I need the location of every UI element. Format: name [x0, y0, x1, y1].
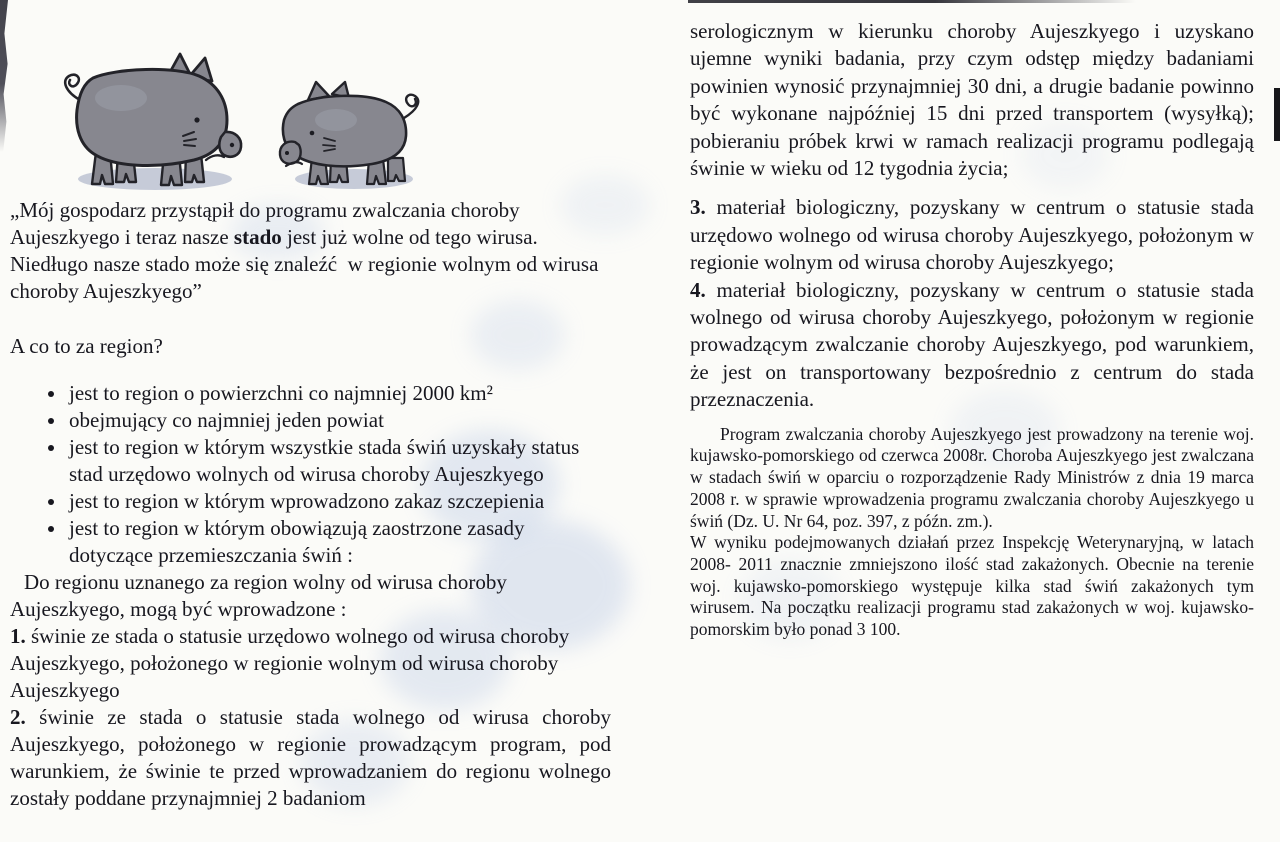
numbered-item-3: [690, 194, 1254, 276]
list-item: • jest to region o powierzchni co najmniej 2000 km²: [67, 380, 611, 407]
pig-mouth: [206, 155, 224, 160]
pig-tail: [65, 75, 80, 100]
list-item: • jest to region w którym obowiązują zaostrzone zasady dotyczące przemieszczania świń :: [67, 515, 611, 569]
scan-line-artifact: [688, 0, 1136, 3]
item-text: świnie ze stada o statusie stada wolnego od wirusa choroby Aujeszkyego, położonego w regionie prowadzącym program, pod warunkiem, że świnie te przed wprowadzaniem do regionu wolnego zostały poddane przynajmniej 2 badaniom: [10, 705, 611, 810]
pig-small: [280, 82, 418, 184]
right-column: [690, 18, 1254, 641]
item-number: 4.: [690, 277, 706, 302]
pig-tail: [404, 95, 418, 118]
quote-text: jest już wolne od tego wirusa. Niedługo nasze stado może się znaleźć w regionie wolnym od wirusa choroby Aujeszkyego”: [10, 225, 604, 303]
item-number: 1.: [10, 624, 26, 648]
list-item: • obejmujący co najmniej jeden powiat: [67, 407, 611, 434]
list-item: • jest to region w którym wprowadzono zakaz szczepienia: [67, 488, 611, 515]
list-item: • jest to region w którym wszystkie stada świń uzyskały status stad urzędowo wolnych od wirusa choroby Aujeszkyego: [67, 434, 611, 488]
region-criteria-list: [10, 380, 611, 569]
scan-bar-artifact: [1274, 88, 1280, 141]
quote-bold-word: stado: [233, 225, 282, 249]
pig-nostril: [285, 151, 289, 155]
program-footnote: [690, 424, 1254, 641]
item-text: świnie ze stada o statusie urzędowo wolnego od wirusa choroby Aujeszkyego, położonego w regionie wolnym od wirusa choroby Aujeszkyego: [10, 624, 570, 702]
intro-paragraph: Do regionu uznanego za region wolny od wirusa choroby Aujeszkyego, mogą być wprowadzone :: [10, 570, 507, 621]
pig-body: [77, 69, 227, 165]
item-number: 2.: [10, 705, 26, 729]
numbered-item-4: [690, 277, 1254, 414]
pig-eye: [310, 131, 315, 136]
quote-paragraph: [10, 197, 611, 305]
pig-large: [65, 54, 241, 185]
scan-streak-artifact: [0, 0, 8, 152]
pig-leg: [388, 158, 405, 181]
numbered-item-1: [10, 623, 611, 704]
pig-eye: [194, 117, 199, 122]
item-text: materiał biologiczny, pozyskany w centrum o statusie stada urzędowo wolnego od wirusa choroby Aujeszkyego, położonym w regionie wolnym od wirusa choroby Aujeszkyego;: [690, 195, 1254, 275]
pig-highlight: [315, 109, 357, 131]
two-pigs-illustration: [36, 28, 456, 198]
region-question: A co to za region?: [10, 334, 163, 358]
pig-snout: [280, 142, 301, 164]
left-column: [10, 197, 611, 812]
pig-highlight: [95, 85, 147, 111]
continuation-paragraph: serologicznym w kierunku choroby Aujeszkyego i uzyskano ujemne wyniki badania, przy czym odstęp między badaniami powinien wynosić przynajmniej 30 dni, a drugie badanie powinno być wykonane najpóźniej 15 dni przed transportem (wysyłką); pobieraniu próbek krwi w ramach realizacji programu podlegają świnie w wieku od 12 tygodnia życia;: [690, 19, 1254, 181]
pig-nostril: [230, 143, 234, 147]
numbered-item-2: [10, 704, 611, 812]
footnote-paragraph: Program zwalczania choroby Aujeszkyego jest prowadzony na terenie woj. kujawsko-pomorskiego od czerwca 2008r. Choroba Aujeszkyego jest zwalczana w stadach świń w oparciu o rozporządzenie Rady Ministrów z dnia 19 marca 2008 r. w sprawie wprowadzenia programu zwalczania choroby Aujeszkyego u świń (Dz. U. Nr 64, poz. 397, z późn. zm.).: [690, 423, 1254, 531]
quote-text: „Mój gospodarz przystąpił do programu zwalczania choroby Aujeszkyego i teraz nasze: [10, 198, 524, 249]
item-number: 3.: [690, 195, 706, 220]
item-text: materiał biologiczny, pozyskany w centrum o statusie stada wolnego od wirusa choroby Aujeszkyego, położonym w regionie prowadzącym zwalczanie choroby Aujeszkyego, pod warunkiem, że jest on transportowany bezpośrednio z centrum do stada przeznaczenia.: [690, 277, 1254, 412]
footnote-paragraph: W wyniku podejmowanych działań przez Inspekcję Weterynaryjną, w latach 2008- 2011 znacznie zmniejszono ilość stad zakażonych. Obecnie na terenie woj. kujawsko-pomorskiego występuje kilka stad świń zakażonych tym wirusem. Na początku realizacji programu stad zakażonych w woj. kujawsko-pomorskim było ponad 3 100.: [690, 532, 1254, 640]
